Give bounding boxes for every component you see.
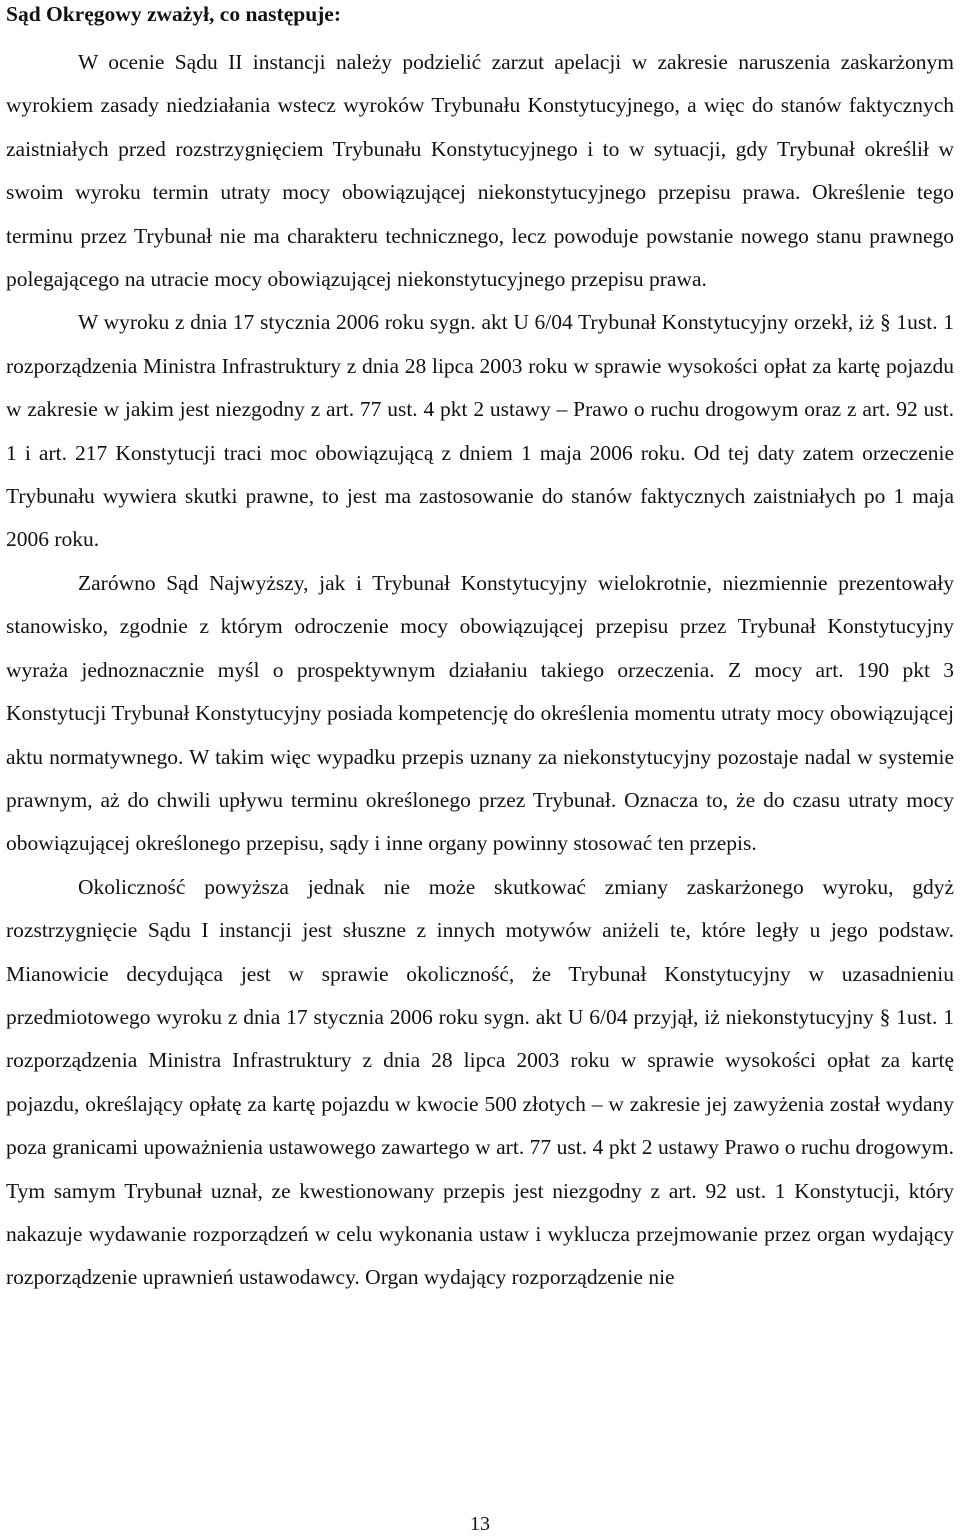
paragraph-2: W wyroku z dnia 17 stycznia 2006 roku sygn. akt U 6/04 Trybunał Konstytucyjny orzekł, iż § 1ust. 1 rozporządzenia Ministra Infrastruktury z dnia 28 lipca 2003 roku w sprawie wysokości opłat za kartę pojazdu w zakresie w jakim jest niezgodny z art. 77 ust. 4 pkt 2 ustawy – Prawo o ruchu drogowym oraz z art. 92 ust. 1 i art. 217 Konstytucji traci moc obowiązującą z dniem 1 maja 2006 roku. Od tej daty zatem orzeczenie Trybunału wywiera skutki prawne, to jest ma zastosowanie do stanów faktycznych zaistniałych po 1 maja 2006 roku. (6, 310, 954, 552)
paragraph-4: Okoliczność powyższa jednak nie może skutkować zmiany zaskarżonego wyroku, gdyż rozstrzygnięcie Sądu I instancji jest słuszne z innych motywów aniżeli te, które legły u jego podstaw. Mianowicie decydująca jest w sprawie okoliczność, że Trybunał Konstytucyjny w uzasadnieniu przedmiotowego wyroku z dnia 17 stycznia 2006 roku sygn. akt U 6/04 przyjął, iż niekonstytucyjny § 1ust. 1 rozporządzenia Ministra Infrastruktury z dnia 28 lipca 2003 roku w sprawie wysokości opłat za kartę pojazdu, określający opłatę za kartę pojazdu w kwocie 500 złotych – w zakresie jej zawyżenia został wydany poza granicami upoważnienia ustawowego zawartego w art. 77 ust. 4 pkt 2 ustawy Prawo o ruchu drogowym. Tym samym Trybunał uznał, ze kwestionowany przepis jest niezgodny z art. 92 ust. 1 Konstytucji, który nakazuje wydawanie rozporządzeń w celu wykonania ustaw i wyklucza przejmowanie przez organ wydający rozporządzenie uprawnień ustawodawcy. Organ wydający rozporządzenie nie (6, 874, 954, 1290)
document-page (6, 0, 954, 1300)
paragraph-3: Zarówno Sąd Najwyższy, jak i Trybunał Konstytucyjny wielokrotnie, niezmiennie prezentowały stanowisko, zgodnie z którym odroczenie mocy obowiązującej przepisu przez Trybunał Konstytucyjny wyraża jednoznacznie myśl o prospektywnym działaniu takiego orzeczenia. Z mocy art. 190 pkt 3 Konstytucji Trybunał Konstytucyjny posiada kompetencję do określenia momentu utraty mocy obowiązującej aktu normatywnego. W takim więc wypadku przepis uznany za niekonstytucyjny pozostaje nadal w systemie prawnym, aż do chwili upływu terminu określonego przez Trybunał. Oznacza to, że do czasu utraty mocy obowiązującej określonego przepisu, sądy i inne organy powinny stosować ten przepis. (6, 570, 954, 856)
paragraph-1: W ocenie Sądu II instancji należy podzielić zarzut apelacji w zakresie naruszenia zaskarżonym wyrokiem zasady niedziałania wstecz wyroków Trybunału Konstytucyjnego, a więc do stanów faktycznych zaistniałych przed rozstrzygnięciem Trybunału Konstytucyjnego i to w sytuacji, gdy Trybunał określił w swoim wyroku termin utraty mocy obowiązującej niekonstytucyjnego przepisu prawa. Określenie tego terminu przez Trybunał nie ma charakteru technicznego, lecz powoduje powstanie nowego stanu prawnego polegającego na utracie mocy obowiązującej niekonstytucyjnego przepisu prawa. (6, 50, 954, 292)
section-heading: Sąd Okręgowy zważył, co następuje: (6, 2, 342, 26)
page-number: 13 (470, 1513, 490, 1535)
